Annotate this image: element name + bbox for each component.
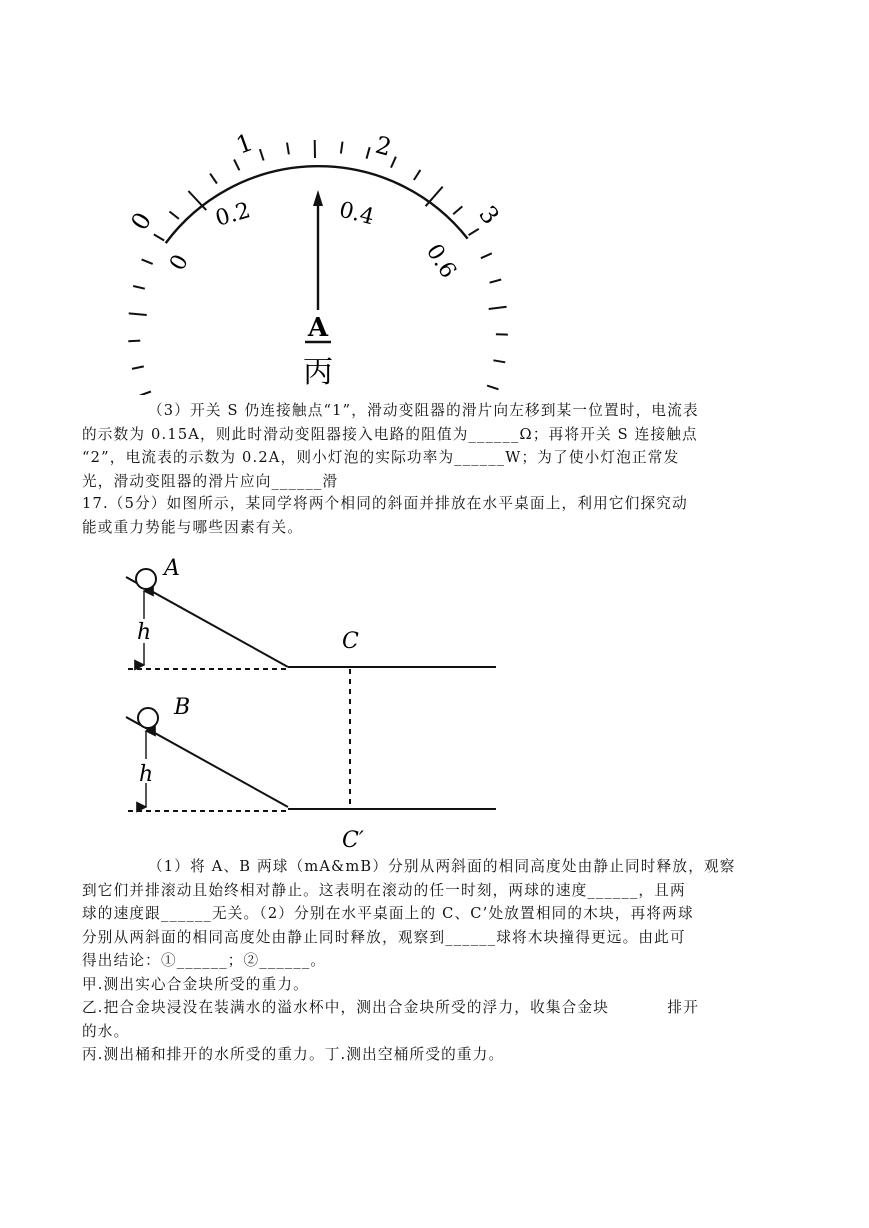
text-line: 17.（5分）如图所示，某同学将两个相同的斜面并排放在水平桌面上，利用它们探究动: [82, 495, 688, 512]
question-17-body: [82, 855, 782, 1067]
ammeter-bottom-label-0: 0: [165, 250, 194, 275]
ball-a-label: A: [164, 556, 180, 581]
ammeter-tick: [234, 160, 239, 171]
position-c-label: C: [342, 629, 359, 654]
ammeter-tick: [453, 206, 462, 214]
position-c-prime-label: C′: [342, 828, 364, 853]
ammeter-tick: [133, 286, 145, 289]
ammeter-tick: [170, 212, 179, 219]
ammeter-tick: [260, 149, 264, 160]
ammeter-tick: [132, 366, 144, 369]
ammeter-figure: [120, 120, 520, 395]
ammeter-tick: [140, 392, 151, 396]
ball-b: [138, 708, 158, 728]
ammeter-tick: [367, 147, 370, 159]
ammeter-tick: [129, 313, 147, 315]
question-17-intro: [82, 492, 782, 539]
height-label-b: h: [139, 762, 154, 787]
ammeter-top-label-3: 3: [473, 200, 505, 230]
ammeter-tick: [414, 170, 421, 180]
ammeter-tick: [287, 143, 289, 155]
ammeter-tick: [493, 360, 505, 362]
ammeter-tick: [142, 259, 153, 264]
ammeter-tick: [210, 174, 217, 184]
ammeter-top-label-2: 2: [372, 130, 395, 162]
ammeter-unit-label: A: [307, 313, 329, 343]
ammeter-top-label-0: 0: [125, 207, 158, 236]
text-line: 丙.测出桶和排开的水所受的重力。丁.测出空桶所受的重力。: [82, 1046, 505, 1063]
ammeter-bottom-label-3: 0.6: [420, 239, 461, 283]
ammeter-tick: [391, 157, 396, 168]
slopes-figure: [98, 555, 508, 855]
text-line: （3）开关 S 仍连接触点“1”，滑动变阻器的滑片向左移到某一位置时，电流表: [148, 402, 699, 419]
ammeter-top-label-1: 1: [232, 128, 257, 160]
text-line: 甲.测出实心合金块所受的重力。: [82, 975, 309, 993]
text-line: 乙.把合金块浸没在装满水的溢水杯中，测出合金块所受的浮力，收集合金块 排开: [82, 999, 700, 1016]
text-line: 球的速度跟______无关。（2）分别在水平桌面上的 C、C’处放置相同的木块，再将两球: [82, 905, 694, 922]
ammeter-tick: [469, 229, 479, 235]
ammeter-pointer-tip: [313, 190, 323, 206]
ball-b-label: B: [174, 695, 191, 720]
text-line: 到它们并排滚动且始终相对静止。这表明在滚动的任一时刻，两球的速度______，且两: [82, 881, 686, 899]
ammeter-tick: [481, 253, 492, 258]
ammeter-bottom-label-1: 0.2: [212, 198, 254, 232]
text-line: 能或重力势能与哪些因素有关。: [82, 518, 304, 536]
text-line: （1）将 A、B 两球（mA&mB）分别从两斜面的相同高度处由静止同时释放，观察: [148, 858, 736, 875]
text-line: 得出结论：①______；②______。: [82, 952, 327, 969]
height-label-a: h: [137, 620, 152, 645]
figure-caption: 丙: [303, 355, 333, 390]
question-16-part-3: [82, 399, 782, 493]
ammeter-tick: [188, 191, 206, 210]
text-line: 光，滑动变阻器的滑片应向______滑: [82, 472, 339, 490]
ammeter-tick: [490, 280, 502, 283]
ammeter-bottom-label-2: 0.4: [336, 197, 377, 231]
ammeter-tick: [341, 142, 343, 154]
ammeter-tick: [154, 234, 164, 240]
ball-a: [136, 569, 156, 589]
ammeter-tick: [487, 386, 498, 390]
ammeter-tick: [426, 187, 443, 207]
ammeter-tick: [128, 341, 140, 342]
text-line: “2”，电流表的示数为 0.2A，则小灯泡的实际功率为______W；为了使小灯泡正常发: [82, 449, 680, 466]
ammeter-tick: [489, 307, 507, 309]
text-line: 的水。: [82, 1022, 130, 1040]
text-line: 分别从两斜面的相同高度处由静止同时释放，观察到______球将木块撞得更远。由此可: [82, 928, 686, 946]
text-line: 的示数为 0.15A，则此时滑动变阻器接入电路的阻值为______Ω；再将开关 S 连接触点: [82, 425, 698, 443]
